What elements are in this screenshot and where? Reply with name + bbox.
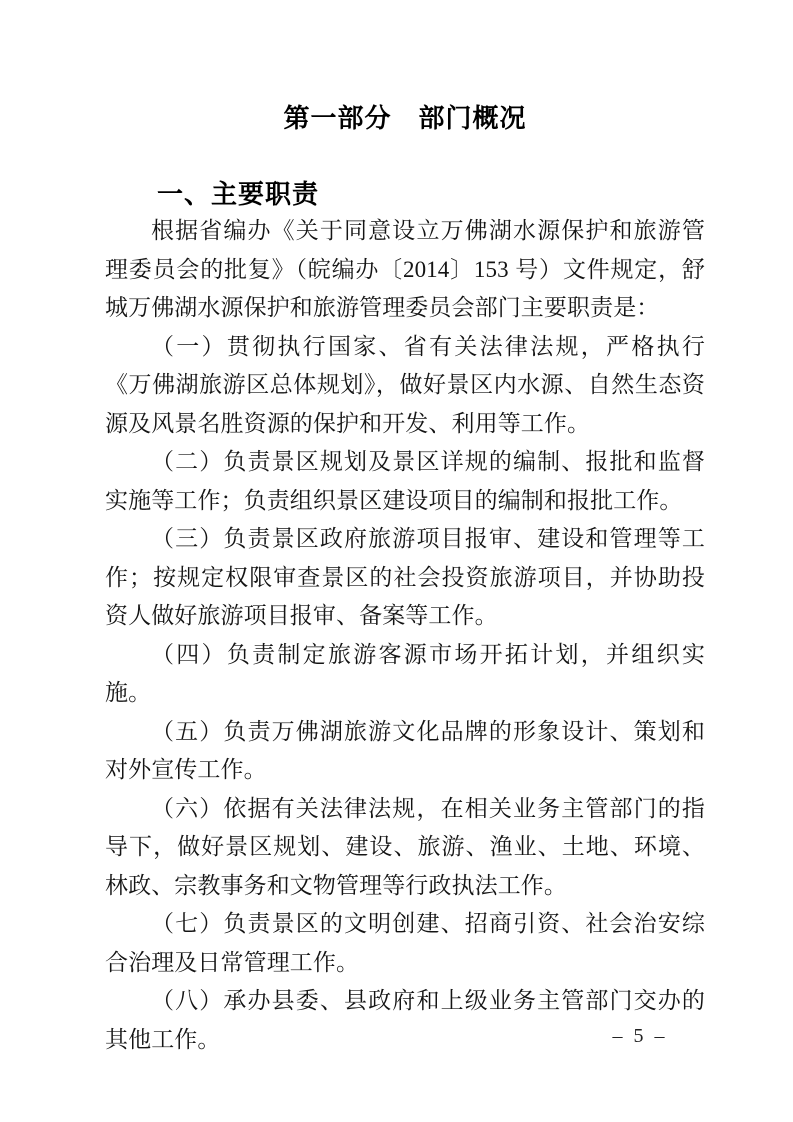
page-content [105,0,705,1059]
document-title: 第一部分 部门概况 [283,103,527,133]
paragraph-duty-1: （一）贯彻执行国家、省有关法律法规，严格执行《万佛湖旅游区总体规划》，做好景区内水源、自然生态资源及风景名胜资源的保护和开发、利用等工作。 [105,333,705,436]
paragraph-duty-6: （六）依据有关法律法规，在相关业务主管部门的指导下，做好景区规划、建设、旅游、渔业、土地、环境、林政、宗教事务和文物管理等行政执法工作。 [105,795,705,898]
page-number: – 5 – [612,1025,668,1047]
paragraph-duty-4: （四）负责制定旅游客源市场开拓计划，并组织实施。 [105,641,705,705]
section-heading-main-duties: 一、主要职责 [157,179,320,209]
paragraph-duty-5: （五）负责万佛湖旅游文化品牌的形象设计、策划和对外宣传工作。 [105,718,705,782]
paragraph-duty-7: （七）负责景区的文明创建、招商引资、社会治安综合治理及日常管理工作。 [105,911,705,975]
paragraph-duty-3: （三）负责景区政府旅游项目报审、建设和管理等工作；按规定权限审查景区的社会投资旅游项目，并协助投资人做好旅游项目报审、备案等工作。 [105,526,705,628]
paragraph-duty-2: （二）负责景区规划及景区详规的编制、报批和监督实施等工作；负责组织景区建设项目的编制和报批工作。 [105,449,705,513]
paragraph-duty-8: （八）承办县委、县政府和上级业务主管部门交办的其他工作。 [105,988,705,1052]
paragraph-intro: 根据省编办《关于同意设立万佛湖水源保护和旅游管理委员会的批复》（皖编办〔2014〕153 号）文件规定，舒城万佛湖水源保护和旅游管理委员会部门主要职责是： [105,218,705,320]
body-text [105,212,705,1059]
